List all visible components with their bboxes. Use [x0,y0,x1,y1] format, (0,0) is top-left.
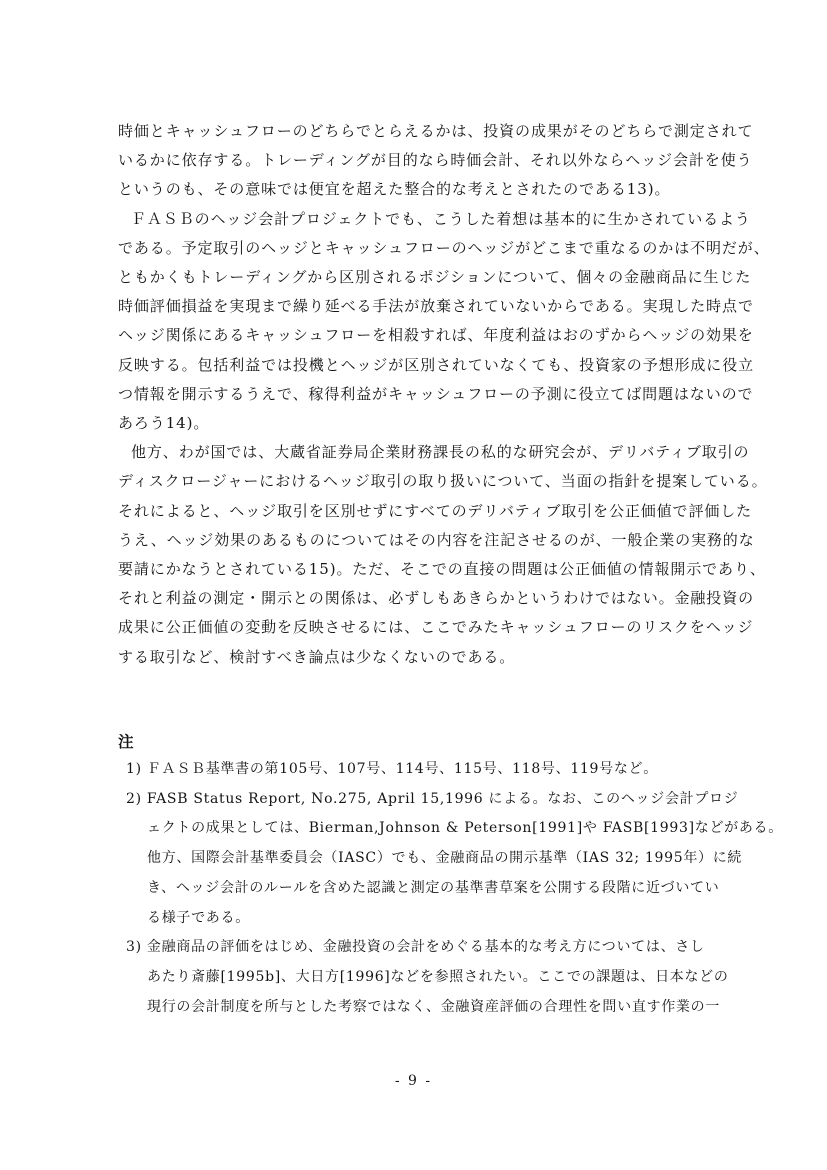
text-line: する取引など、検討すべき論点は少なくないのである。 [118,647,516,666]
text-line: 時価とキャッシュフローのどちらでとらえるかは、投資の成果がそのどちらで測定されて [118,122,754,140]
note-line: 他方、国際会計基準委員会（IASC）でも、金融商品の開示基準（IAS 32; 1995年）に続 [147,850,743,867]
note-line: ェクトの成果としては、Bierman,Johnson & Peterson[1991]や FASB[1993]などがある。 [147,820,783,837]
note-line: き、ヘッジ会計のルールを含めた認識と測定の基準書草案を公開する段階に近づいてい [147,879,720,896]
text-line: 反映する。包括利益では投機とヘッジが区別されていなくても、投資家の予想形成に役立 [118,355,755,374]
text-line: である。予定取引のヘッジとキャッシュフローのヘッジがどこまで重なるのかは不明だが、 [118,238,770,257]
note-line: 2) FASB Status Report, No.275, April 15,1996 による。なお、このヘッジ会計プロジ [126,790,739,807]
note-line: 3) 金融商品の評価をはじめ、金融投資の会計をめぐる基本的な考え方については、さし [126,939,705,956]
text-line: ともかくもトレーディングから区別されるポジションについて、個々の金融商品に生じた [118,268,752,287]
text-line: というのも、その意味では便宜を超えた整合的な考えとされたのである13)。 [118,180,671,199]
text-line: あろう14)。 [118,414,210,433]
page-number: - 9 - [394,1073,433,1089]
text-line: ＦＡＳＢのヘッジ会計プロジェクトでも、こうした着想は基本的に生かされているよう [131,209,751,228]
text-line: 他方、わが国では、大蔵省証券局企業財務課長の私的な研究会が、デリバティブ取引の [131,443,750,462]
text-line: 時価評価損益を実現まで繰り延べる手法が放棄されていないからである。実現した時点で [118,297,754,316]
text-line: 要請にかなうとされている15)。ただ、そこでの直接の問題は公正価値の情報開示であり、 [118,560,766,579]
text-line: ディスクロージャーにおけるヘッジ取引の取り扱いについて、当面の指針を提案している。 [118,472,768,491]
text-line: いるかに依存する。トレーディングが目的なら時価会計、それ以外ならヘッジ会計を使う [118,151,753,170]
note-line: あたり斎藤[1995b]、大日方[1996]などを参照されたい。ここでの課題は、日本などの [147,968,729,985]
text-line: それと利益の測定・開示との関係は、必ずしもあきらかというわけではない。金融投資の [118,589,755,608]
notes-heading: 注 [118,732,134,751]
note-line: 現行の会計制度を所与とした考察ではなく、金融資産評価の合理性を問い直す作業の一 [147,998,721,1015]
text-line: つ情報を開示するうえで、稼得利益がキャッシュフローの予測に役立てば問題はないので [118,384,754,403]
note-line: 1) ＦＡＳＢ基準書の第105号、107号、114号、115号、118号、119号など。 [126,761,658,777]
text-line: それによると、ヘッジ取引を区別せずにすべてのデリバティブ取引を公正価値で評価した [118,501,753,520]
text-line: ヘッジ関係にあるキャッシュフローを相殺すれば、年度利益はおのずからヘッジの効果を [118,326,754,345]
text-line: 成果に公正価値の変動を反映させるには、ここでみたキャッシュフローのリスクをヘッジ [118,618,754,637]
text-line: うえ、ヘッジ効果のあるものについてはその内容を注記させるのが、一般企業の実務的な [118,530,755,549]
note-line: る様子である。 [147,909,250,926]
body-text [118,117,770,672]
notes-list [126,755,783,1022]
